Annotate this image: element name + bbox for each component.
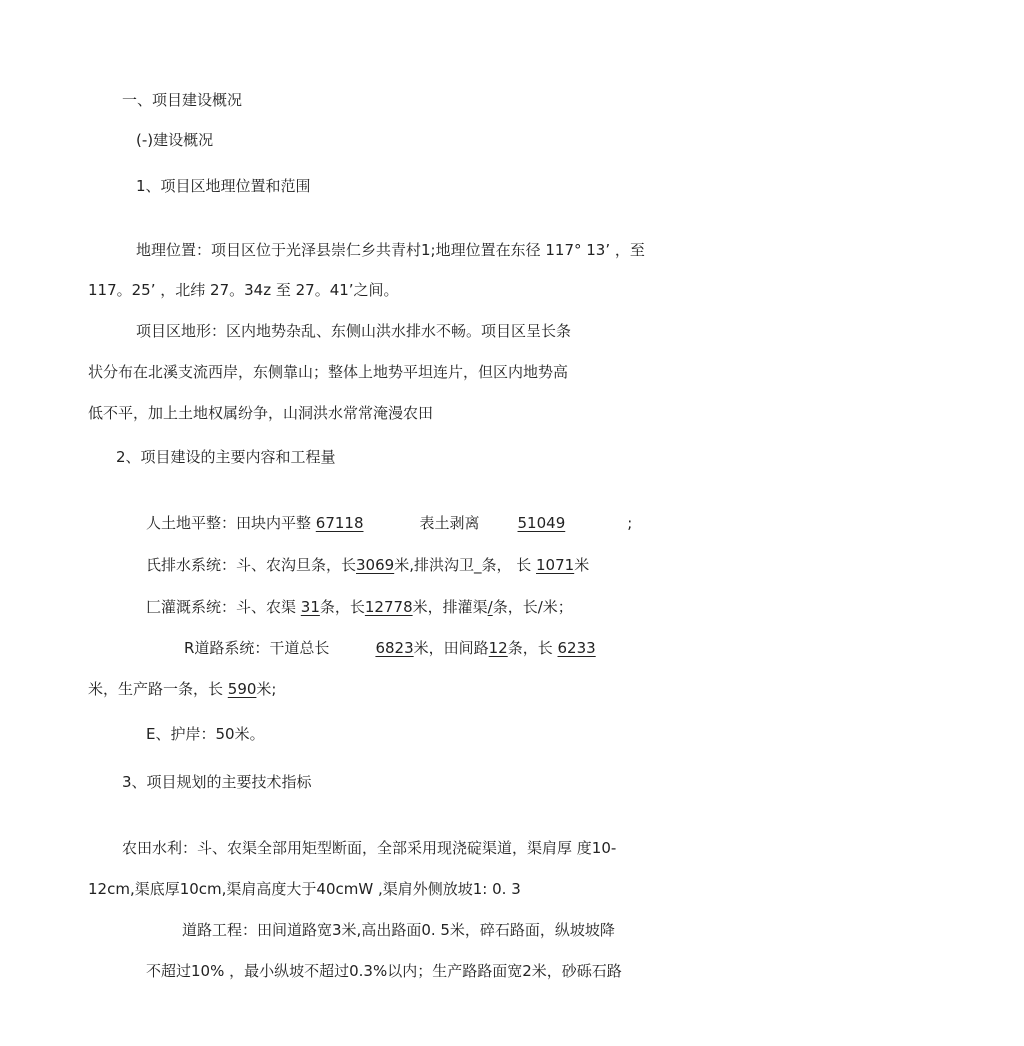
value-underlined: 12778 (364, 598, 413, 616)
item-heading-1: 1、项目区地理位置和范围 (136, 177, 311, 195)
list-item: E、护岸：50米。 (146, 725, 265, 743)
value-underlined: 6823 (375, 639, 414, 657)
item-heading-3: 3、项目规划的主要技术指标 (122, 773, 312, 791)
paragraph-line: 12cm,渠底厚10cm,渠肩高度大于40cmW ,渠肩外侧放坡1: 0. 3 (88, 880, 521, 898)
value-underlined: 67118 (315, 514, 364, 532)
value-underlined: 3069 (356, 556, 395, 574)
value-underlined: 6233 (557, 639, 596, 657)
paragraph-line: 农田水利：斗、农渠全部用矩型断面，全部采用现浇碇渠道，渠肩厚 度10- (122, 839, 617, 857)
list-item: 人土地平整：田块内平整 67118 表土剥离 51049 ; (146, 514, 633, 532)
list-item-continuation: 米，生产路一条，长 590米; (88, 680, 277, 698)
subsection-heading: (-)建设概况 (136, 131, 214, 149)
value-underlined: 31 (300, 598, 320, 616)
paragraph-line: 地理位置：项目区位于光泽县崇仁乡共青村1;地理位置在东径 117° 13’ ，至 (136, 241, 645, 259)
paragraph-line: 项目区地形：区内地势杂乱、东侧山洪水排水不畅。项目区呈长条 (136, 322, 572, 340)
value-underlined: 12 (488, 639, 508, 657)
value-underlined: 1071 (536, 556, 575, 574)
value-underlined: 590 (227, 680, 257, 698)
list-item: 匚灌溉系统：斗、农渠 31条，长12778米，排灌渠/条，长/米； (146, 598, 573, 616)
paragraph-line: 状分布在北溪支流西岸，东侧靠山；整体上地势平坦连片，但区内地势高 (88, 363, 569, 381)
value-underlined: / (487, 598, 493, 616)
list-item: 氏排水系统：斗、农沟旦条，长3069米,排洪沟卫_条， 长 1071米 (146, 556, 590, 574)
paragraph-line: 道路工程：田间道路宽3米,高出路面0. 5米，碎石路面，纵坡坡降 (182, 921, 615, 939)
paragraph-line: 117。25’ ，北纬 27。34z 至 27。41’之间。 (88, 281, 399, 299)
item-heading-2: 2、项目建设的主要内容和工程量 (116, 448, 336, 466)
value-underlined: 51049 (517, 514, 566, 532)
paragraph-line: 不超过10% ，最小纵坡不超过0.3%以内；生产路路面宽2米，砂砾石路 (146, 962, 622, 980)
section-heading-1: 一、项目建设概况 (122, 91, 243, 109)
paragraph-line: 低不平，加上土地权属纷争，山洞洪水常常淹漫农田 (88, 404, 434, 422)
list-item: R道路系统：干道总长 6823米，田间路12条，长 6233 (184, 639, 596, 657)
